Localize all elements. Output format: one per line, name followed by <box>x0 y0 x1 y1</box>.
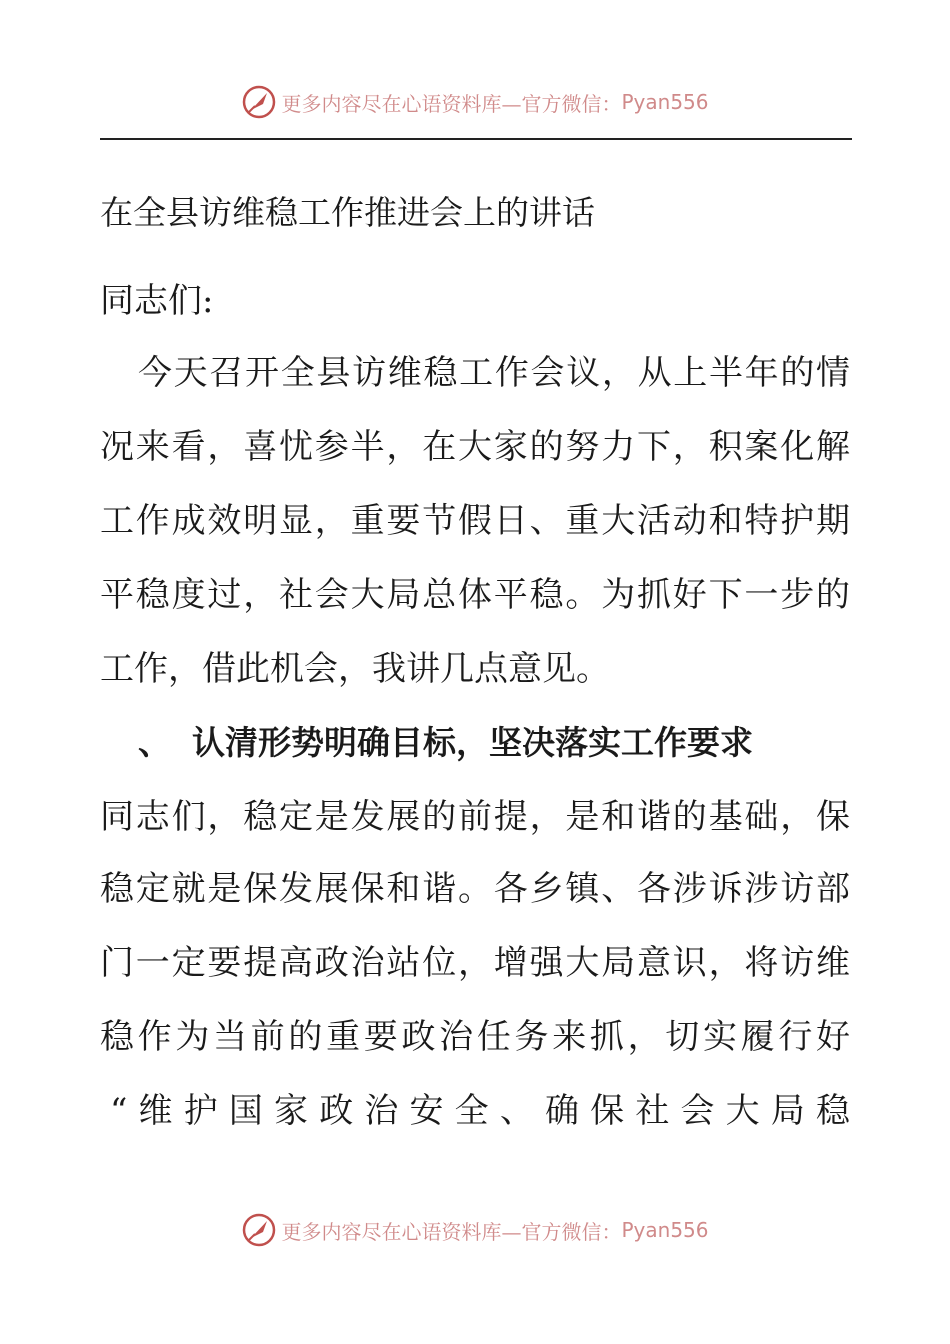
paragraph-2-line-5: “维护国家政治安全、确保社会大局稳 <box>110 1091 850 1131</box>
header-rule <box>100 138 852 140</box>
watermark-text: 更多内容尽在心语资料库—官方微信： <box>281 1219 622 1244</box>
paragraph-2-line-3: 门一定要提高政治站位，增强大局意识，将访维 <box>100 943 850 983</box>
salutation: 同志们: <box>100 281 214 321</box>
paragraph-1-line-2: 况来看，喜忧参半，在大家的努力下，积案化解 <box>100 427 850 467</box>
quill-logo-icon <box>241 1212 277 1248</box>
header-watermark <box>0 84 950 120</box>
footer-watermark <box>0 1212 950 1248</box>
paragraph-1-line-5: 工作，借此机会，我讲几点意见。 <box>100 649 610 689</box>
paragraph-2-line-1: 同志们，稳定是发展的前提，是和谐的基础，保 <box>100 797 850 837</box>
paragraph-1-line-3: 工作成效明显，重要节假日、重大活动和特护期 <box>100 501 850 541</box>
document-title: 在全县访维稳工作推进会上的讲话 <box>100 193 595 232</box>
section-1-title: 认清形势明确目标，坚决落实工作要求 <box>192 723 753 762</box>
paragraph-1-line-4: 平稳度过，社会大局总体平稳。为抓好下一步的 <box>100 575 850 615</box>
watermark-wechat-id: Pyan556 <box>621 90 709 114</box>
watermark-wechat-id: Pyan556 <box>621 1218 709 1242</box>
watermark-text: 更多内容尽在心语资料库—官方微信： <box>281 91 622 116</box>
paragraph-2-line-2: 稳定就是保发展保和谐。各乡镇、各涉诉涉访部 <box>100 869 850 909</box>
quill-logo-icon <box>241 84 277 120</box>
section-1-marker: 、 <box>138 723 171 762</box>
paragraph-2-line-4: 稳作为当前的重要政治任务来抓，切实履行好 <box>100 1017 850 1057</box>
paragraph-1-line-1: 今天召开全县访维稳工作会议，从上半年的情 <box>138 353 850 393</box>
